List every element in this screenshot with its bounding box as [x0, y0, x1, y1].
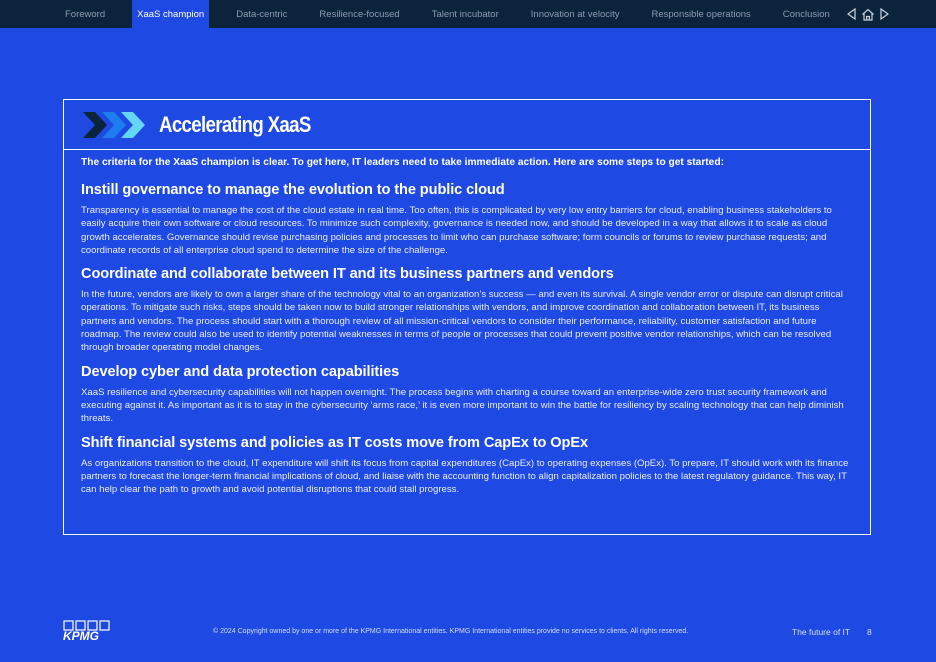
panel-body [64, 150, 870, 496]
section-heading: Develop cyber and data protection capabilities [81, 363, 400, 380]
section-body: In the future, vendors are likely to own a larger share of the technology vital to an organization’s success — and even its survival. A single vendor error or dispute can disrupt critical operations. To mitigate such risks, steps should be taken now to build stronger relationships with vendors, and improve coordination and collaboration between IT, its business partners and vendors. The process should start with a thorough review of all mission-critical vendors to consider their performance, reliability, customer satisfaction and future roadmap. The review could also be used to identify potential weaknesses in terms of people or processes that could prevent positive vendor relationships, which can be resolved through broader operating model changes. [81, 289, 843, 354]
home-icon[interactable] [861, 8, 875, 21]
tab-talent-incubator[interactable]: Talent incubator [431, 8, 499, 20]
tab-data-centric[interactable]: Data-centric [236, 8, 288, 20]
tab-innovation-at-velocity[interactable]: Innovation at velocity [530, 8, 620, 20]
section-heading: Instill governance to manage the evolution to the public cloud [81, 182, 505, 198]
section-heading: Coordinate and collaborate between IT and its business partners and vendors [81, 266, 614, 283]
content-panel [63, 99, 871, 535]
section-collaboration [81, 266, 853, 354]
tab-resilience-focused[interactable]: Resilience-focused [319, 8, 400, 20]
top-navigation-bar [0, 0, 936, 28]
next-arrow-icon[interactable] [878, 8, 890, 20]
section-body: XaaS resilience and cybersecurity capabilities will not happen overnight. The process begins with charting a course toward an enterprise-wide zero trust security framework and executing against it. As important as it is to stay in the cybersecurity ‘arms race,’ it is even more important to win the battle for resiliency by scaling technology that can help diminish threats. [81, 386, 844, 425]
tab-responsible-operations[interactable]: Responsible operations [651, 8, 751, 20]
section-heading: Shift financial systems and policies as IT costs move from CapEx to OpEx [81, 434, 588, 451]
section-body: Transparency is essential to manage the cost of the cloud estate in real time. Too often, this is complicated by very low entry barriers for cloud, enabling business stakeholders to easily acquire their own software or cloud resources. To minimize such complexity, governance is needed now, and should be developed in a way that allows it to scale as cloud growth accelerates. Governance should revise purchasing policies and processes to limit who can purchase software; form councils or forums to review purchase requests; and coordinate records of all enterprise cloud spend to determine the size of the challenge. [81, 205, 832, 256]
tab-foreword[interactable]: Foreword [65, 8, 106, 20]
page-navigation-controls [846, 0, 890, 28]
section-financial-systems [81, 435, 853, 497]
page-footer [0, 618, 936, 646]
section-governance [81, 182, 853, 257]
report-title: The future of IT [792, 627, 851, 637]
section-cyber-protection [81, 364, 853, 426]
panel-header [64, 100, 870, 150]
svg-text:KPMG: KPMG [63, 629, 99, 642]
page-number: 8 [867, 627, 872, 637]
panel-title: Accelerating XaaS [159, 111, 311, 137]
section-tabs [0, 0, 846, 28]
kpmg-logo [63, 620, 111, 642]
section-body: As organizations transition to the cloud, IT expenditure will shift its focus from capital expenditures (CapEx) to operating expenses (OpEx). To prepare, IT should work with its finance partners to forecast the longer-term financial implications of cloud, and liaise with the accounting function to align capitalization policies to the latest regulatory guidance. This way, IT can help clear the path to growth and avoid potential disruptions that could stall progress. [81, 457, 849, 496]
chevron-arrows-icon [83, 112, 145, 138]
intro-text: The criteria for the XaaS champion is clear. To get here, IT leaders need to take immediate action. Here are some steps to get started: [81, 157, 724, 168]
tab-xaas-champion[interactable]: XaaS champion [132, 0, 209, 28]
tab-conclusion[interactable]: Conclusion [782, 8, 830, 20]
previous-arrow-icon[interactable] [846, 8, 858, 20]
copyright-notice: © 2024 Copyright owned by one or more of the KPMG International entities. KPMG International entities provide no services to clients. All rights reserved. [213, 628, 689, 635]
